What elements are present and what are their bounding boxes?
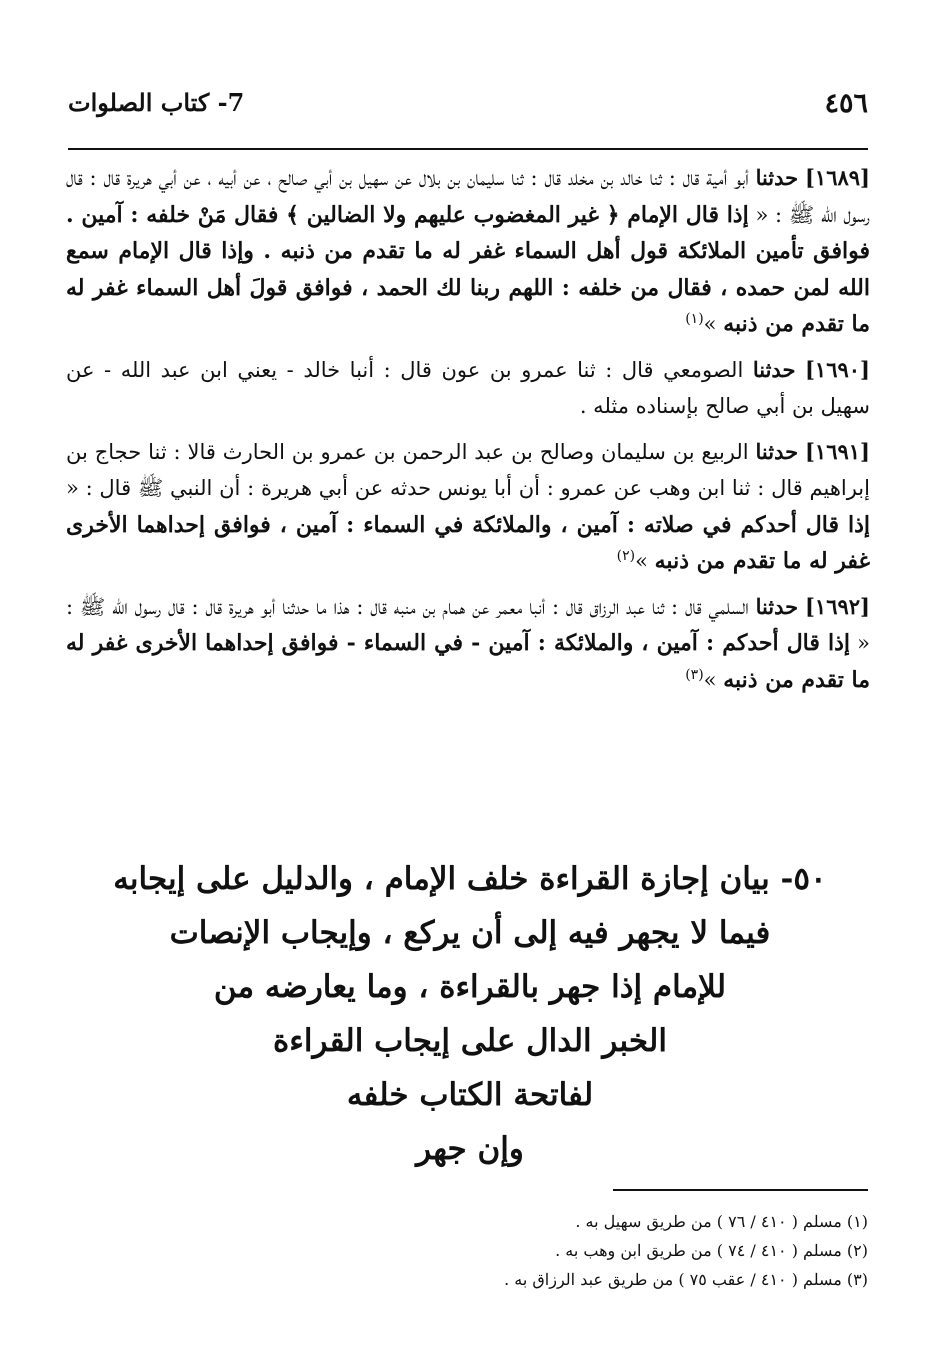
hadith-intro: حدثنا bbox=[755, 165, 799, 190]
footnotes bbox=[300, 1207, 868, 1294]
page-number: ٤٥٦ bbox=[824, 88, 868, 119]
hadith-number: [١٦٩٢] bbox=[804, 593, 870, 619]
section-heading-line: فيما لا يجهر فيه إلى أن يركع ، وإيجاب الإنصات bbox=[169, 915, 771, 951]
hadith-number: [١٦٩٠] bbox=[804, 356, 870, 382]
section-heading-line: ٥٠- بيان إجازة القراءة خلف الإمام ، والدليل على إيجابه bbox=[113, 861, 827, 897]
footnote-marker: (٢) bbox=[616, 548, 636, 564]
hadith-matn: إذا قال الإمام ﴿ غير المغضوب عليهم ولا الضالين ﴾ فقال مَنْ خلفه : آمين . فوافق تأمين الملائكة قول أهل السماء غفر له ما تقدم من ذنبه . وإذا قال الإمام سمع الله لمن حمده ، فقال من خلفه : اللهم ربنا لك الحمد ، فوافق قولَ أهل السماء غفر له ما تقدم من ذنبه bbox=[66, 201, 870, 337]
hadith-1692 bbox=[66, 589, 870, 699]
footnote-marker: (١) bbox=[685, 311, 704, 327]
header-divider bbox=[68, 148, 868, 150]
hadith-matn: إذا قال أحدكم : آمين ، والملائكة : آمين - في السماء - فوافق إحداهما الأخرى غفر له ما تقدم من ذنبه bbox=[66, 630, 870, 693]
hadith-intro: حدثنا bbox=[752, 356, 796, 382]
hadith-isnad: أبو أمية قال : ثنا خالد بن مخلد قال : ثنا سليمان بن بلال عن سهيل بن أبي صالح ، عن أبيه ، عن أبي هريرة قال : قال رسول الله ﷺ : « bbox=[66, 166, 870, 227]
hadith-number: [١٦٩١] bbox=[804, 438, 870, 464]
hadith-number: [١٦٨٩] bbox=[804, 165, 870, 190]
section-heading-line: لفاتحة الكتاب خلفه bbox=[346, 1077, 594, 1113]
hadith-intro: حدثنا bbox=[755, 593, 799, 619]
chapter-title: 7- كتاب الصلوات bbox=[68, 88, 245, 117]
section-heading-line: الخبر الدال على إيجاب القراءة bbox=[273, 1023, 667, 1059]
hadith-1691 bbox=[66, 434, 870, 580]
footnote-marker: (٣) bbox=[685, 666, 704, 683]
hadith-list bbox=[66, 160, 870, 707]
hadith-isnad: الصومعي قال : ثنا عمرو بن عون قال : أنبا خالد - يعني ابن عبد الله - عن سهيل بن أبي صالح بإسناده مثله . bbox=[66, 357, 870, 418]
hadith-1689 bbox=[66, 160, 870, 343]
page-header bbox=[68, 88, 868, 128]
section-heading-line: وإن جهر bbox=[416, 1131, 524, 1167]
footnote: (١) مسلم ( ٤١٠ / ٧٦ ) من طريق سهيل به . bbox=[575, 1212, 868, 1231]
hadith-isnad: السلمي قال : ثنا عبد الرزاق قال : أنبا معمر عن همام بن منبه قال : هذا ما حدثنا أبو هريرة قال : قال رسول الله ﷺ : « bbox=[66, 594, 870, 655]
hadith-intro: حدثنا bbox=[755, 438, 799, 464]
hadith-1690 bbox=[66, 352, 870, 425]
hadith-isnad: الربيع بن سليمان وصالح بن عبد الرحمن بن عمرو بن الحارث قالا : ثنا حجاج بن إبراهيم قال : ثنا ابن وهب عن عمرو : أن أبا يونس حدثه عن أبي هريرة : أن النبي ﷺ قال : « bbox=[66, 439, 870, 500]
hadith-tail: » bbox=[703, 667, 717, 692]
footnote: (٣) مسلم ( ٤١٠ / عقب ٧٥ ) من طريق عبد الرزاق به . bbox=[504, 1270, 868, 1289]
hadith-matn: إذا قال أحدكم في صلاته : آمين ، والملائكة في السماء : آمين ، فوافق إحداهما الأخرى غفر له ما تقدم من ذنبه bbox=[66, 511, 870, 574]
footnote-divider bbox=[613, 1189, 868, 1191]
hadith-tail: » bbox=[703, 312, 717, 336]
hadith-tail: » bbox=[635, 549, 648, 573]
section-heading-line: للإمام إذا جهر بالقراءة ، وما يعارضه من bbox=[213, 969, 727, 1005]
footnote: (٢) مسلم ( ٤١٠ / ٧٤ ) من طريق ابن وهب به . bbox=[555, 1241, 868, 1260]
section-heading bbox=[80, 852, 860, 1176]
